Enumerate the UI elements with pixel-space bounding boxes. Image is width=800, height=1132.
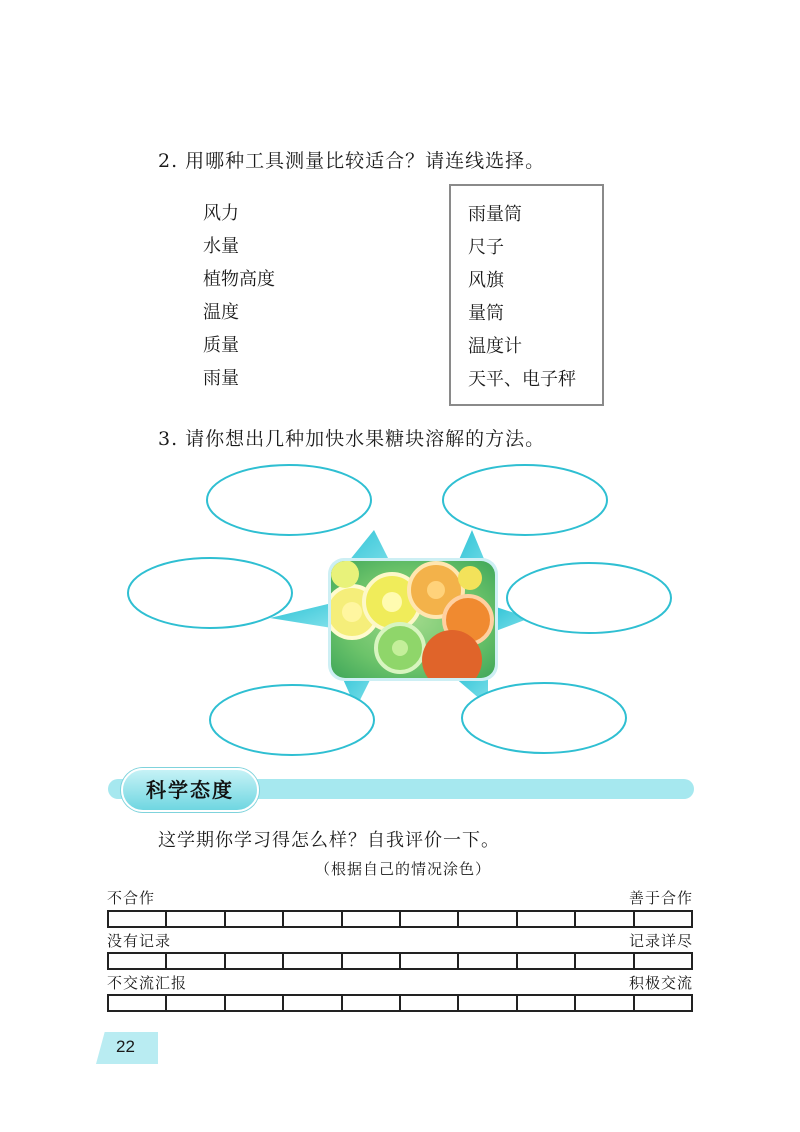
rating-cell[interactable] — [518, 912, 576, 926]
rating-cell[interactable] — [226, 912, 284, 926]
rating-cell[interactable] — [284, 954, 342, 968]
scale-low-label: 不交流汇报 — [107, 974, 188, 992]
tool-box — [449, 184, 604, 406]
tool-item[interactable]: 温度计 — [468, 336, 522, 357]
rating-cell[interactable] — [109, 912, 167, 926]
tool-item[interactable]: 天平、电子秤 — [468, 369, 576, 390]
answer-bubble[interactable] — [210, 685, 374, 755]
rating-cell[interactable] — [167, 912, 225, 926]
rating-cell[interactable] — [284, 996, 342, 1010]
rating-cell[interactable] — [401, 996, 459, 1010]
scale-low-label: 不合作 — [107, 889, 156, 907]
rating-cell[interactable] — [635, 996, 691, 1010]
tool-item[interactable]: 量筒 — [468, 303, 504, 324]
section-note: （根据自己的情况涂色） — [315, 860, 492, 878]
rating-cell[interactable] — [576, 996, 634, 1010]
rating-cell[interactable] — [518, 996, 576, 1010]
rating-cell[interactable] — [518, 954, 576, 968]
question-2-title: 2. 用哪种工具测量比较适合？请连线选择。 — [158, 150, 546, 172]
tool-item[interactable]: 雨量筒 — [468, 204, 522, 225]
rating-cell[interactable] — [343, 954, 401, 968]
rating-cell[interactable] — [167, 954, 225, 968]
tool-list — [468, 201, 576, 399]
rating-scale-recording — [107, 952, 693, 970]
rating-cell[interactable] — [459, 954, 517, 968]
rating-cell[interactable] — [401, 954, 459, 968]
rating-cell[interactable] — [109, 996, 167, 1010]
section-intro: 这学期你学习得怎么样？自我评价一下。 — [158, 830, 500, 851]
target-item[interactable]: 植物高度 — [203, 269, 275, 290]
rating-cell[interactable] — [459, 912, 517, 926]
candy-photo — [326, 558, 498, 690]
section-title: 科学态度 — [121, 768, 259, 812]
target-item[interactable]: 质量 — [203, 335, 239, 356]
target-item[interactable]: 雨量 — [203, 368, 239, 389]
rating-scale-cooperation — [107, 910, 693, 928]
rating-cell[interactable] — [635, 912, 691, 926]
rating-cell[interactable] — [401, 912, 459, 926]
answer-bubble[interactable] — [507, 563, 671, 633]
answer-bubble[interactable] — [443, 465, 607, 535]
rating-cell[interactable] — [635, 954, 691, 968]
rating-scale-communication — [107, 994, 693, 1012]
answer-bubble[interactable] — [207, 465, 371, 535]
scale-low-label: 没有记录 — [107, 932, 172, 950]
mind-map — [0, 455, 800, 765]
rating-cell[interactable] — [343, 912, 401, 926]
rating-cell[interactable] — [343, 996, 401, 1010]
rating-cell[interactable] — [226, 954, 284, 968]
target-item[interactable]: 温度 — [203, 302, 239, 323]
measure-target-list — [203, 200, 363, 398]
rating-cell[interactable] — [459, 996, 517, 1010]
target-item[interactable]: 风力 — [203, 203, 239, 224]
rating-cell[interactable] — [284, 912, 342, 926]
rating-cell[interactable] — [167, 996, 225, 1010]
rating-cell[interactable] — [226, 996, 284, 1010]
tool-item[interactable]: 尺子 — [468, 237, 504, 258]
rating-cell[interactable] — [576, 912, 634, 926]
target-item[interactable]: 水量 — [203, 236, 239, 257]
rating-cell[interactable] — [109, 954, 167, 968]
scale-high-label: 善于合作 — [628, 889, 693, 907]
rating-cell[interactable] — [576, 954, 634, 968]
answer-bubble[interactable] — [462, 683, 626, 753]
question-3-title: 3. 请你想出几种加快水果糖块溶解的方法。 — [158, 428, 546, 450]
page-number: 22 — [116, 1037, 135, 1056]
scale-high-label: 记录详尽 — [628, 932, 693, 950]
answer-bubble[interactable] — [128, 558, 292, 628]
tool-item[interactable]: 风旗 — [468, 270, 504, 291]
scale-high-label: 积极交流 — [628, 974, 693, 992]
